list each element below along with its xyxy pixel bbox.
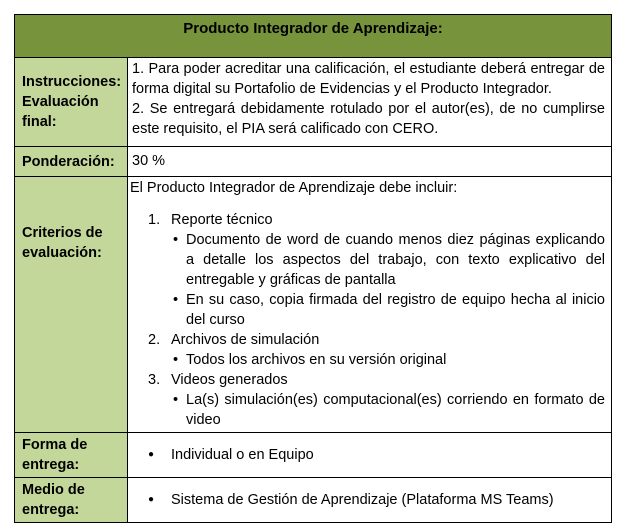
bullet-text: La(s) simulación(es) computacional(es) corriendo en formato de video (186, 392, 605, 428)
criterios-item-1 (148, 210, 605, 230)
instrucciones-label-cell (15, 58, 128, 147)
pia-rubric-table (14, 14, 612, 523)
bullet-icon: • (173, 352, 179, 368)
forma-label: Forma de entrega: (22, 437, 88, 473)
criterios-label: Criterios de evaluación: (22, 225, 103, 261)
instrucciones-label: Instrucciones: Evaluación final: (22, 74, 122, 130)
bullet-icon: • (173, 292, 179, 308)
bullet-text: En su caso, copia firmada del registro de equipo hecha al inicio del curso (186, 292, 605, 328)
criterios-item-1-bullet-1 (173, 230, 605, 290)
row-forma-entrega (15, 433, 612, 478)
criterios-intro: El Producto Integrador de Aprendizaje debe incluir: (130, 180, 458, 196)
forma-content-cell (128, 433, 612, 478)
bullet-icon: • (173, 392, 179, 408)
row-criterios (15, 177, 612, 433)
ponderacion-value: 30 % (132, 153, 166, 169)
criterios-item-2 (148, 330, 605, 350)
list-number: 3. (148, 372, 161, 388)
bullet-icon: • (173, 232, 179, 248)
medio-label: Medio de entrega: (22, 482, 85, 518)
bullet-text: Todos los archivos en su versión original (186, 352, 447, 368)
list-number: 2. (148, 332, 161, 348)
criterios-item-3 (148, 370, 605, 390)
criterios-item-2-bullet-1 (173, 350, 605, 370)
medio-value: Sistema de Gestión de Aprendizaje (Plataforma MS Teams) (171, 491, 554, 508)
ponderacion-label: Ponderación: (22, 153, 115, 170)
forma-value: Individual o en Equipo (171, 446, 314, 463)
table-title-cell (15, 15, 612, 58)
table-header-row (15, 15, 612, 58)
list-number: 1. (148, 212, 161, 228)
ponderacion-content-cell (128, 147, 612, 177)
criterios-label-cell (15, 177, 128, 433)
ponderacion-label-cell (15, 147, 128, 177)
row-instrucciones (15, 58, 612, 147)
medio-label-cell (15, 478, 128, 523)
table-title: Producto Integrador de Aprendizaje: (183, 20, 443, 37)
medio-value-item (148, 490, 605, 510)
forma-value-item (148, 445, 605, 465)
list-item-title: Archivos de simulación (171, 332, 320, 348)
instrucciones-paragraph-1: 1. Para poder acreditar una calificación, el estudiante deberá entregar de forma digital su Portafolio de Evidencias y el Producto Integrador. (132, 61, 605, 97)
criterios-item-3-bullet-1 (173, 390, 605, 430)
bullet-icon: ● (148, 448, 155, 460)
criterios-content-cell (128, 177, 612, 433)
list-item-title: Reporte técnico (171, 212, 273, 228)
bullet-icon: ● (148, 493, 155, 505)
list-item-title: Videos generados (171, 372, 288, 388)
bullet-text: Documento de word de cuando menos diez páginas explicando a detalle los aspectos del trabajo, con texto explicativo del entregable y gráficas de pantalla (186, 232, 605, 288)
row-ponderacion (15, 147, 612, 177)
instrucciones-paragraph-2: 2. Se entregará debidamente rotulado por el autor(es), de no cumplirse este requisito, el PIA será calificado con CERO. (132, 101, 605, 137)
criterios-item-1-bullet-2 (173, 290, 605, 330)
forma-label-cell (15, 433, 128, 478)
row-medio-entrega (15, 478, 612, 523)
medio-content-cell (128, 478, 612, 523)
instrucciones-content-cell (128, 58, 612, 147)
